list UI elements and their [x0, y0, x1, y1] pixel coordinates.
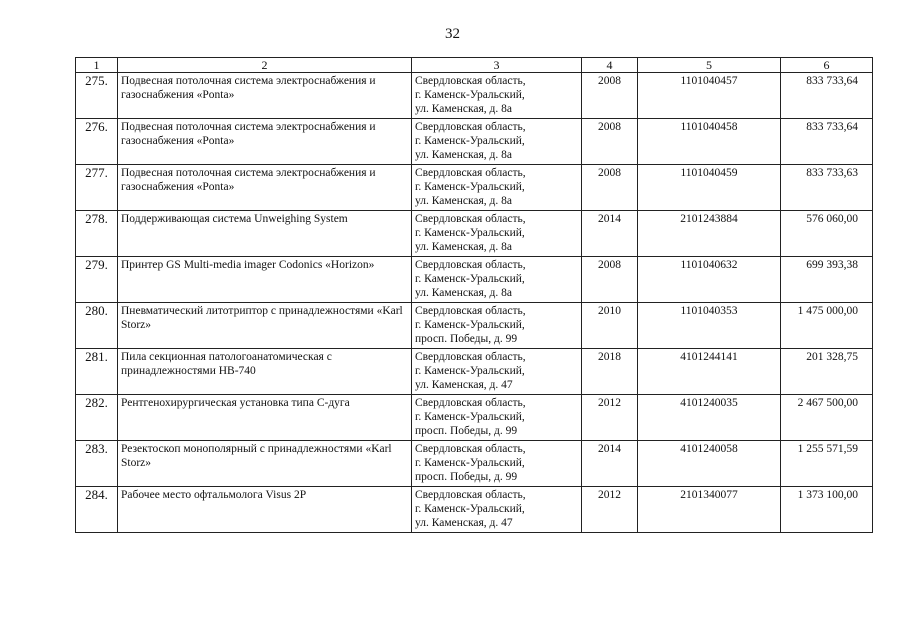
row-number: 280. — [76, 303, 118, 349]
header-col-4: 4 — [582, 58, 638, 73]
address-line: ул. Каменская, д. 8а — [415, 103, 513, 115]
header-col-6: 6 — [781, 58, 873, 73]
item-name-text: Пневматический литотриптор с принадлежностями «Karl Storz» — [121, 305, 403, 331]
table-row — [76, 73, 873, 119]
item-address — [412, 441, 582, 487]
item-value: 2 467 500,00 — [781, 395, 873, 441]
item-name — [118, 395, 412, 441]
header-col-5: 5 — [638, 58, 781, 73]
item-name — [118, 487, 412, 533]
header-col-2: 2 — [118, 58, 412, 73]
item-inventory-number: 4101240035 — [638, 395, 781, 441]
item-address — [412, 119, 582, 165]
address-line: ул. Каменская, д. 47 — [415, 379, 513, 391]
item-name-text: Резектоскоп монополярный с принадлежностями «Karl Storz» — [121, 443, 392, 469]
header-col-1: 1 — [76, 58, 118, 73]
item-year: 2008 — [582, 165, 638, 211]
address-line: ул. Каменская, д. 8а — [415, 195, 513, 207]
header-row — [76, 58, 873, 73]
row-number: 283. — [76, 441, 118, 487]
address-line: Свердловская область, — [415, 305, 526, 317]
address-line: Свердловская область, — [415, 397, 526, 409]
address-line: ул. Каменская, д. 47 — [415, 517, 513, 529]
item-name — [118, 441, 412, 487]
item-name-text: Поддерживающая система Unweighing System — [121, 213, 348, 225]
address-line: просп. Победы, д. 99 — [415, 333, 518, 345]
item-year: 2012 — [582, 487, 638, 533]
item-name-text: Принтер GS Multi-media imager Codonics «Horizon» — [121, 259, 375, 271]
address-line: Свердловская область, — [415, 259, 526, 271]
address-line: г. Каменск-Уральский, — [415, 503, 525, 515]
address-line: просп. Победы, д. 99 — [415, 425, 518, 437]
item-value: 201 328,75 — [781, 349, 873, 395]
item-year: 2012 — [582, 395, 638, 441]
address-line: г. Каменск-Уральский, — [415, 227, 525, 239]
row-number: 284. — [76, 487, 118, 533]
item-name — [118, 119, 412, 165]
address-line: г. Каменск-Уральский, — [415, 319, 525, 331]
item-value: 576 060,00 — [781, 211, 873, 257]
address-line: г. Каменск-Уральский, — [415, 411, 525, 423]
item-year: 2008 — [582, 73, 638, 119]
item-name-text: Подвесная потолочная система электроснабжения и газоснабжения «Ponta» — [121, 121, 376, 147]
item-address — [412, 303, 582, 349]
address-line: Свердловская область, — [415, 443, 526, 455]
item-inventory-number: 1101040353 — [638, 303, 781, 349]
item-value: 1 373 100,00 — [781, 487, 873, 533]
item-name-text: Подвесная потолочная система электроснабжения и газоснабжения «Ponta» — [121, 167, 376, 193]
address-line: просп. Победы, д. 99 — [415, 471, 518, 483]
address-line: Свердловская область, — [415, 351, 526, 363]
item-value: 833 733,64 — [781, 119, 873, 165]
item-address — [412, 349, 582, 395]
item-address — [412, 395, 582, 441]
address-line: г. Каменск-Уральский, — [415, 135, 525, 147]
item-address — [412, 257, 582, 303]
item-name-text: Пила секционная патологоанатомическая с принадлежностями НВ-740 — [121, 351, 332, 377]
address-line: Свердловская область, — [415, 213, 526, 225]
item-name — [118, 73, 412, 119]
table-row — [76, 211, 873, 257]
table-row — [76, 441, 873, 487]
address-line: Свердловская область, — [415, 167, 526, 179]
item-inventory-number: 1101040457 — [638, 73, 781, 119]
item-address — [412, 487, 582, 533]
item-year: 2010 — [582, 303, 638, 349]
table-row — [76, 487, 873, 533]
address-line: Свердловская область, — [415, 75, 526, 87]
table-row — [76, 119, 873, 165]
address-line: г. Каменск-Уральский, — [415, 365, 525, 377]
item-inventory-number: 2101340077 — [638, 487, 781, 533]
address-line: ул. Каменская, д. 8а — [415, 149, 513, 161]
table-row — [76, 303, 873, 349]
item-value: 699 393,38 — [781, 257, 873, 303]
item-name — [118, 257, 412, 303]
item-address — [412, 73, 582, 119]
address-line: г. Каменск-Уральский, — [415, 89, 525, 101]
item-year: 2018 — [582, 349, 638, 395]
row-number: 278. — [76, 211, 118, 257]
item-name-text: Рабочее место офтальмолога Visus 2P — [121, 489, 307, 501]
table-row — [76, 349, 873, 395]
item-year: 2008 — [582, 119, 638, 165]
row-number: 281. — [76, 349, 118, 395]
row-number: 276. — [76, 119, 118, 165]
item-value: 1 255 571,59 — [781, 441, 873, 487]
address-line: г. Каменск-Уральский, — [415, 457, 525, 469]
page-number: 32 — [445, 26, 460, 42]
address-line: ул. Каменская, д. 8а — [415, 241, 513, 253]
item-inventory-number: 4101240058 — [638, 441, 781, 487]
item-inventory-number: 2101243884 — [638, 211, 781, 257]
item-address — [412, 165, 582, 211]
item-name-text: Подвесная потолочная система электроснабжения и газоснабжения «Ponta» — [121, 75, 376, 101]
row-number: 279. — [76, 257, 118, 303]
item-inventory-number: 4101244141 — [638, 349, 781, 395]
table-row — [76, 395, 873, 441]
item-name — [118, 303, 412, 349]
address-line: Свердловская область, — [415, 489, 526, 501]
item-name-text: Рентгенохирургическая установка типа С-дуга — [121, 397, 350, 409]
item-year: 2008 — [582, 257, 638, 303]
item-value: 833 733,64 — [781, 73, 873, 119]
item-year: 2014 — [582, 441, 638, 487]
item-name — [118, 165, 412, 211]
item-year: 2014 — [582, 211, 638, 257]
table-row — [76, 165, 873, 211]
address-line: Свердловская область, — [415, 121, 526, 133]
row-number: 275. — [76, 73, 118, 119]
address-line: г. Каменск-Уральский, — [415, 273, 525, 285]
row-number: 277. — [76, 165, 118, 211]
item-value: 833 733,63 — [781, 165, 873, 211]
header-col-3: 3 — [412, 58, 582, 73]
item-value: 1 475 000,00 — [781, 303, 873, 349]
item-address — [412, 211, 582, 257]
row-number: 282. — [76, 395, 118, 441]
table-row — [76, 257, 873, 303]
property-table — [75, 57, 873, 533]
address-line: г. Каменск-Уральский, — [415, 181, 525, 193]
item-name — [118, 211, 412, 257]
item-inventory-number: 1101040632 — [638, 257, 781, 303]
item-inventory-number: 1101040458 — [638, 119, 781, 165]
item-inventory-number: 1101040459 — [638, 165, 781, 211]
item-name — [118, 349, 412, 395]
address-line: ул. Каменская, д. 8а — [415, 287, 513, 299]
